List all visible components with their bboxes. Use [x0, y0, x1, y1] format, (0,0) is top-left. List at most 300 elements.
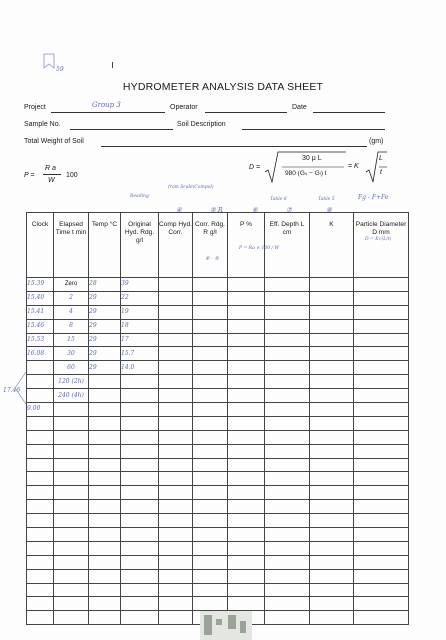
table-cell[interactable]	[89, 416, 121, 430]
table-cell[interactable]	[54, 611, 89, 625]
table-cell[interactable]	[193, 389, 228, 403]
p-fraction-bar	[43, 174, 61, 175]
table-cell[interactable]	[27, 514, 54, 528]
table-cell[interactable]	[193, 514, 228, 528]
table-cell[interactable]	[159, 458, 193, 472]
tick-mark	[112, 62, 113, 68]
table-row	[27, 403, 409, 417]
sample-label: Sample No.	[24, 121, 61, 128]
table-cell[interactable]	[193, 416, 228, 430]
project-value: Group 3	[92, 101, 121, 109]
table-cell[interactable]	[27, 389, 54, 403]
table-cell[interactable]	[89, 458, 121, 472]
table-cell[interactable]	[310, 541, 354, 555]
annot-d-note: D = K√(L/t)	[365, 237, 392, 242]
table-cell[interactable]	[228, 472, 265, 486]
table-cell[interactable]	[27, 555, 54, 569]
annot-k: Table 5	[318, 197, 335, 202]
table-cell[interactable]	[354, 305, 409, 319]
table-cell[interactable]	[121, 472, 159, 486]
table-cell[interactable]	[228, 486, 265, 500]
table-cell[interactable]	[121, 389, 159, 403]
table-cell[interactable]	[54, 416, 89, 430]
table-cell[interactable]	[27, 500, 54, 514]
table-cell[interactable]	[310, 486, 354, 500]
table-cell[interactable]	[89, 611, 121, 625]
table-cell[interactable]	[354, 403, 409, 417]
table-cell[interactable]	[265, 500, 310, 514]
table-cell[interactable]	[354, 389, 409, 403]
table-cell[interactable]: 17	[121, 333, 159, 347]
table-cell[interactable]: 15.53	[27, 333, 54, 347]
table-body	[27, 278, 409, 625]
table-cell[interactable]	[89, 541, 121, 555]
table-cell[interactable]	[354, 555, 409, 569]
table-cell[interactable]: 2	[54, 291, 89, 305]
table-cell[interactable]	[265, 361, 310, 375]
table-cell[interactable]	[265, 597, 310, 611]
table-cell[interactable]	[310, 403, 354, 417]
table-cell[interactable]	[228, 347, 265, 361]
table-row	[27, 416, 409, 430]
table-cell[interactable]	[265, 458, 310, 472]
table-cell[interactable]	[121, 569, 159, 583]
table-cell[interactable]	[354, 597, 409, 611]
table-cell[interactable]	[354, 514, 409, 528]
table-cell[interactable]	[89, 444, 121, 458]
table-cell[interactable]	[310, 347, 354, 361]
table-cell[interactable]	[354, 500, 409, 514]
table-row	[27, 333, 409, 347]
table-cell[interactable]	[265, 333, 310, 347]
table-cell[interactable]	[265, 319, 310, 333]
table-cell[interactable]	[54, 569, 89, 583]
table-cell[interactable]	[89, 389, 121, 403]
table-cell[interactable]: 15.46	[27, 319, 54, 333]
table-cell[interactable]: 15.7	[121, 347, 159, 361]
table-cell[interactable]	[193, 486, 228, 500]
table-cell[interactable]	[354, 416, 409, 430]
table-cell[interactable]	[159, 597, 193, 611]
table-cell[interactable]	[89, 583, 121, 597]
table-cell[interactable]: 60	[54, 361, 89, 375]
table-row	[27, 389, 409, 403]
table-cell[interactable]	[228, 430, 265, 444]
annot-circle-comp: ④	[176, 206, 182, 214]
table-cell[interactable]: 15.41	[27, 305, 54, 319]
table-cell[interactable]	[228, 375, 265, 389]
table-cell[interactable]	[54, 514, 89, 528]
left-margin-note: 17.46	[3, 387, 21, 394]
table-cell[interactable]	[310, 555, 354, 569]
p-formula-numerator: R a	[45, 165, 56, 172]
soil-desc-line	[242, 129, 385, 130]
table-row	[27, 458, 409, 472]
table-cell[interactable]	[121, 611, 159, 625]
table-cell[interactable]	[193, 347, 228, 361]
table-cell[interactable]	[27, 569, 54, 583]
table-cell[interactable]	[228, 416, 265, 430]
table-cell[interactable]: 4	[54, 305, 89, 319]
table-cell[interactable]	[121, 583, 159, 597]
table-cell[interactable]	[54, 500, 89, 514]
table-cell[interactable]	[121, 375, 159, 389]
table-cell[interactable]	[27, 361, 54, 375]
table-cell[interactable]	[193, 472, 228, 486]
table-cell[interactable]	[159, 305, 193, 319]
table-cell[interactable]: 22	[121, 291, 159, 305]
table-cell[interactable]: 29	[89, 333, 121, 347]
table-cell[interactable]	[265, 278, 310, 292]
table-cell[interactable]	[228, 319, 265, 333]
p-formula-factor: 100	[66, 172, 78, 179]
table-row	[27, 569, 409, 583]
annot-circle-eff: ⑦	[286, 206, 292, 214]
table-cell[interactable]	[193, 291, 228, 305]
table-cell[interactable]	[310, 319, 354, 333]
table-cell[interactable]	[121, 416, 159, 430]
table-cell[interactable]	[159, 555, 193, 569]
table-cell[interactable]: 8	[54, 319, 89, 333]
table-cell[interactable]	[159, 611, 193, 625]
table-cell[interactable]	[193, 458, 228, 472]
table-cell[interactable]	[89, 486, 121, 500]
table-cell[interactable]	[193, 305, 228, 319]
table-cell[interactable]	[159, 472, 193, 486]
table-cell[interactable]	[121, 528, 159, 542]
table-cell[interactable]	[193, 319, 228, 333]
table-cell[interactable]	[159, 416, 193, 430]
table-cell[interactable]	[89, 430, 121, 444]
table-cell[interactable]	[159, 291, 193, 305]
table-cell[interactable]	[354, 569, 409, 583]
col-header-k: K	[310, 213, 354, 278]
table-cell[interactable]	[310, 472, 354, 486]
table-cell[interactable]: 240 (4h)	[54, 389, 89, 403]
p-formula-denominator: W	[48, 177, 55, 184]
table-cell[interactable]	[310, 305, 354, 319]
table-cell[interactable]: 28	[89, 278, 121, 292]
table-cell[interactable]	[310, 569, 354, 583]
annot-orig: Reading	[130, 194, 149, 199]
table-row	[27, 278, 409, 292]
table-cell[interactable]	[265, 444, 310, 458]
table-cell[interactable]	[159, 569, 193, 583]
table-cell[interactable]	[159, 514, 193, 528]
table-cell[interactable]	[159, 389, 193, 403]
table-cell[interactable]	[265, 403, 310, 417]
table-cell[interactable]: 9.00	[27, 403, 54, 417]
table-cell[interactable]	[54, 403, 89, 417]
table-cell[interactable]	[228, 333, 265, 347]
page-title: HYDROMETER ANALYSIS DATA SHEET	[122, 81, 324, 93]
table-cell[interactable]	[193, 569, 228, 583]
col-header-clock: Clock	[27, 213, 54, 278]
table-cell[interactable]	[27, 541, 54, 555]
table-cell[interactable]	[354, 291, 409, 305]
annot-comp: from Scale(Compol)	[168, 185, 214, 190]
table-cell[interactable]	[265, 569, 310, 583]
table-cell[interactable]	[354, 319, 409, 333]
table-cell[interactable]	[89, 569, 121, 583]
table-cell[interactable]	[228, 458, 265, 472]
table-cell[interactable]	[193, 597, 228, 611]
table-cell[interactable]	[121, 514, 159, 528]
table-cell[interactable]	[54, 430, 89, 444]
table-cell[interactable]	[193, 541, 228, 555]
table-cell[interactable]	[310, 611, 354, 625]
table-cell[interactable]	[89, 500, 121, 514]
table-cell[interactable]: 29	[89, 305, 121, 319]
table-cell[interactable]	[27, 486, 54, 500]
table-cell[interactable]	[354, 444, 409, 458]
table-cell[interactable]	[159, 541, 193, 555]
table-cell[interactable]	[121, 403, 159, 417]
table-row	[27, 597, 409, 611]
table-cell[interactable]	[193, 375, 228, 389]
table-cell[interactable]	[193, 333, 228, 347]
table-cell[interactable]	[193, 583, 228, 597]
table-row	[27, 444, 409, 458]
table-cell[interactable]	[193, 500, 228, 514]
table-cell[interactable]	[265, 555, 310, 569]
table-cell[interactable]: 29	[89, 347, 121, 361]
table-cell[interactable]	[121, 486, 159, 500]
table-cell[interactable]: 14.0	[121, 361, 159, 375]
table-cell[interactable]	[89, 375, 121, 389]
table-cell[interactable]: 15.39	[27, 278, 54, 292]
table-row	[27, 528, 409, 542]
table-cell[interactable]	[159, 500, 193, 514]
table-cell[interactable]	[121, 555, 159, 569]
table-cell[interactable]	[159, 528, 193, 542]
table-cell[interactable]	[310, 361, 354, 375]
table-cell[interactable]	[265, 430, 310, 444]
table-cell[interactable]	[354, 333, 409, 347]
table-cell[interactable]	[121, 541, 159, 555]
table-cell[interactable]	[27, 528, 54, 542]
table-cell[interactable]: 39	[121, 278, 159, 292]
col-header-original: Original Hyd. Rdg. g/l	[121, 213, 159, 278]
table-cell[interactable]	[265, 541, 310, 555]
table-cell[interactable]: 18	[121, 319, 159, 333]
table-cell[interactable]	[265, 583, 310, 597]
table-cell[interactable]	[354, 375, 409, 389]
table-cell[interactable]	[27, 375, 54, 389]
table-cell[interactable]	[265, 389, 310, 403]
table-row	[27, 500, 409, 514]
table-cell[interactable]: 29	[89, 319, 121, 333]
table-cell[interactable]	[354, 458, 409, 472]
table-cell[interactable]	[159, 444, 193, 458]
table-cell[interactable]	[265, 305, 310, 319]
table-cell[interactable]	[159, 278, 193, 292]
table-cell[interactable]	[54, 486, 89, 500]
table-cell[interactable]: 15	[54, 333, 89, 347]
d-sqrt-sign-2	[365, 150, 389, 184]
table-cell[interactable]	[54, 597, 89, 611]
table-cell[interactable]	[89, 403, 121, 417]
table-cell[interactable]	[159, 361, 193, 375]
table-cell[interactable]	[54, 528, 89, 542]
table-cell[interactable]	[121, 597, 159, 611]
table-cell[interactable]	[310, 528, 354, 542]
table-cell[interactable]	[228, 361, 265, 375]
table-cell[interactable]	[193, 444, 228, 458]
table-cell[interactable]	[228, 444, 265, 458]
annot-p-note: P = Ra × 100 / W	[239, 246, 280, 251]
table-cell[interactable]	[310, 458, 354, 472]
table-cell[interactable]	[121, 430, 159, 444]
table-cell[interactable]: 29	[89, 291, 121, 305]
p-formula-lhs: P =	[24, 172, 35, 179]
table-cell[interactable]	[310, 583, 354, 597]
table-row	[27, 361, 409, 375]
table-cell[interactable]	[89, 597, 121, 611]
table-cell[interactable]	[54, 444, 89, 458]
table-cell[interactable]	[228, 597, 265, 611]
table-cell[interactable]	[228, 514, 265, 528]
table-cell[interactable]	[159, 583, 193, 597]
table-cell[interactable]	[310, 500, 354, 514]
annot-eff: Table 6	[270, 197, 287, 202]
table-cell[interactable]: 30	[54, 347, 89, 361]
table-cell[interactable]	[159, 333, 193, 347]
table-cell[interactable]	[27, 583, 54, 597]
table-cell[interactable]	[193, 361, 228, 375]
table-cell[interactable]	[159, 319, 193, 333]
table-cell[interactable]	[228, 583, 265, 597]
table-cell[interactable]	[354, 583, 409, 597]
table-cell[interactable]	[193, 555, 228, 569]
table-cell[interactable]	[228, 569, 265, 583]
table-cell[interactable]	[265, 375, 310, 389]
d-root-numerator: L	[379, 155, 383, 162]
table-cell[interactable]	[121, 500, 159, 514]
table-cell[interactable]	[121, 444, 159, 458]
table-cell[interactable]	[228, 541, 265, 555]
table-cell[interactable]: 120 (2h)	[54, 375, 89, 389]
table-cell[interactable]: 15.40	[27, 291, 54, 305]
table-cell[interactable]	[27, 611, 54, 625]
table-cell[interactable]	[54, 458, 89, 472]
table-cell[interactable]	[228, 278, 265, 292]
table-cell[interactable]	[310, 430, 354, 444]
table-cell[interactable]	[228, 389, 265, 403]
table-cell[interactable]	[354, 472, 409, 486]
table-cell[interactable]	[310, 375, 354, 389]
table-cell[interactable]: 19	[121, 305, 159, 319]
table-cell[interactable]	[193, 430, 228, 444]
table-cell[interactable]	[228, 291, 265, 305]
table-cell[interactable]	[27, 416, 54, 430]
table-cell[interactable]	[54, 472, 89, 486]
table-cell[interactable]	[193, 528, 228, 542]
table-cell[interactable]	[228, 500, 265, 514]
table-cell[interactable]	[354, 361, 409, 375]
annot-circle-k: ⑧	[326, 206, 332, 214]
table-cell[interactable]	[159, 430, 193, 444]
table-cell[interactable]	[354, 347, 409, 361]
table-cell[interactable]	[54, 541, 89, 555]
operator-line	[205, 112, 287, 113]
table-cell[interactable]	[310, 333, 354, 347]
table-cell[interactable]	[27, 430, 54, 444]
table-cell[interactable]	[89, 528, 121, 542]
table-cell[interactable]	[89, 514, 121, 528]
table-cell[interactable]	[228, 555, 265, 569]
table-cell[interactable]	[89, 555, 121, 569]
table-cell[interactable]	[265, 472, 310, 486]
table-cell[interactable]	[265, 486, 310, 500]
table-cell[interactable]	[310, 278, 354, 292]
col-header-diameter: Particle Diameter D mm	[354, 213, 409, 278]
table-cell[interactable]	[265, 611, 310, 625]
date-line	[313, 112, 385, 113]
table-cell[interactable]	[354, 611, 409, 625]
table-cell[interactable]	[159, 403, 193, 417]
table-cell[interactable]	[27, 444, 54, 458]
table-cell[interactable]	[27, 472, 54, 486]
table-cell[interactable]	[310, 444, 354, 458]
table-cell[interactable]	[193, 278, 228, 292]
table-cell[interactable]	[54, 555, 89, 569]
project-line	[51, 112, 165, 113]
table-cell[interactable]	[228, 305, 265, 319]
table-row	[27, 486, 409, 500]
table-cell[interactable]	[354, 430, 409, 444]
table-cell[interactable]	[265, 514, 310, 528]
table-cell[interactable]	[89, 472, 121, 486]
table-cell[interactable]	[310, 389, 354, 403]
sample-line	[70, 129, 173, 130]
weight-line	[101, 146, 367, 147]
table-cell[interactable]	[354, 486, 409, 500]
table-cell[interactable]: Zero	[54, 278, 89, 292]
table-cell[interactable]: 16.08	[27, 347, 54, 361]
table-cell[interactable]	[310, 291, 354, 305]
col-header-elapsed: Elapsed Time t min	[54, 213, 89, 278]
col-header-temp: Temp °C	[89, 213, 121, 278]
table-cell[interactable]	[159, 347, 193, 361]
table-cell[interactable]	[159, 375, 193, 389]
table-cell[interactable]: 29	[89, 361, 121, 375]
weight-unit: (gm)	[369, 138, 384, 145]
table-cell[interactable]	[354, 278, 409, 292]
table-cell[interactable]	[310, 597, 354, 611]
col-header-eff-depth: Eff. Depth L cm	[265, 213, 310, 278]
col-header-comp: Comp Hyd. Corr.	[159, 213, 193, 278]
table-cell[interactable]	[159, 486, 193, 500]
table-cell[interactable]	[27, 458, 54, 472]
table-cell[interactable]	[193, 403, 228, 417]
table-cell[interactable]	[354, 528, 409, 542]
table-cell[interactable]	[121, 458, 159, 472]
table-cell[interactable]	[265, 528, 310, 542]
table-cell[interactable]	[228, 403, 265, 417]
col-header-corr: Corr. Rdg. R g/l	[193, 213, 228, 278]
table-cell[interactable]	[265, 291, 310, 305]
table-cell[interactable]	[27, 597, 54, 611]
table-cell[interactable]	[54, 583, 89, 597]
table-row	[27, 555, 409, 569]
table-cell[interactable]	[228, 528, 265, 542]
table-cell[interactable]	[310, 416, 354, 430]
table-cell[interactable]	[310, 514, 354, 528]
table-cell[interactable]	[265, 347, 310, 361]
table-cell[interactable]	[354, 541, 409, 555]
table-cell[interactable]	[265, 416, 310, 430]
